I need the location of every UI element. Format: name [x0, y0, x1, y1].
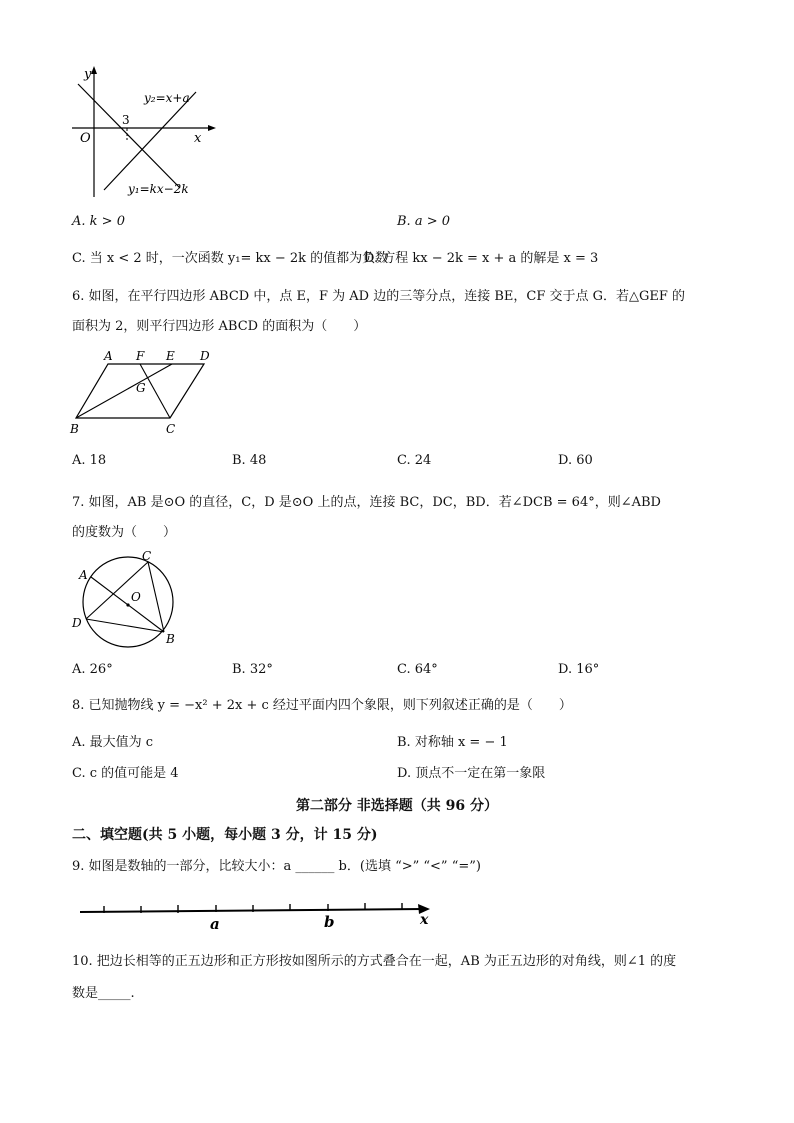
section2-title: 二、填空题(共 5 小题，每小题 3 分，计 15 分): [72, 827, 378, 843]
part2-title: 第二部分 非选择题（共 96 分）: [295, 798, 499, 814]
q8-option-c: C. c 的值可能是 4: [72, 766, 179, 781]
q6-parallelogram-figure: [66, 346, 226, 438]
axis-label-b: b: [324, 913, 335, 931]
x-axis-arrow: [208, 125, 216, 131]
label-B: B: [166, 632, 175, 646]
label-o: O: [80, 131, 91, 146]
label-3: 3: [122, 113, 130, 127]
segment-be: [76, 364, 172, 418]
label-y1: y₁=kx−2k: [128, 182, 189, 196]
axis-label-a: a: [210, 915, 220, 933]
label-B: B: [70, 422, 79, 436]
q5-option-a: A. k > 0: [72, 214, 125, 229]
label-O: O: [131, 590, 141, 604]
q9-stem: 9. 如图是数轴的一部分，比较大小：a ______ b．(选填 “>” “<” “=”): [72, 859, 481, 874]
q6-stem-line1: 6. 如图，在平行四边形 ABCD 中，点 E，F 为 AD 边的三等分点，连接 BE，CF 交于点 G．若△GEF 的: [72, 289, 686, 304]
y-axis-arrow: [91, 66, 97, 74]
center-point: [126, 603, 129, 606]
label-x: x: [194, 131, 202, 146]
q10-stem-line2: 数是_____.: [72, 986, 135, 1001]
q6-stem-line2: 面积为 2，则平行四边形 ABCD 的面积为（ ）: [72, 319, 367, 334]
number-line-axis: [80, 909, 424, 912]
q7-option-b: B. 32°: [232, 662, 273, 677]
q5-option-b: B. a > 0: [397, 214, 450, 229]
q7-option-c: C. 64°: [397, 662, 438, 677]
q7-option-d: D. 16°: [558, 662, 600, 677]
circle-o: [83, 557, 173, 647]
q5-line-graph: [64, 62, 224, 202]
q7-circle-figure: [66, 548, 186, 648]
q7-stem-line1: 7. 如图，AB 是⊙O 的直径，C，D 是⊙O 上的点，连接 BC，DC，BD．若∠DCB = 64°，则∠ABD: [72, 495, 661, 510]
label-y: y: [84, 67, 92, 82]
q6-option-b: B. 48: [232, 453, 267, 468]
q5-option-d: D. 方程 kx − 2k = x + a 的解是 x = 3: [364, 251, 599, 266]
line-y2: [104, 92, 196, 190]
q9-number-line: [72, 893, 442, 935]
label-D: D: [72, 616, 82, 630]
q6-option-c: C. 24: [397, 453, 432, 468]
q7-stem-line2: 的度数为（ ）: [72, 525, 177, 540]
q8-stem: 8. 已知抛物线 y = −x² + 2x + c 经过平面内四个象限，则下列叙述正确的是（ ）: [72, 698, 572, 713]
segment-bd: [86, 619, 164, 632]
q8-option-d: D. 顶点不一定在第一象限: [397, 766, 546, 781]
label-F: F: [136, 349, 145, 363]
label-C: C: [166, 422, 176, 436]
q8-option-a: A. 最大值为 c: [72, 735, 154, 750]
q8-option-b: B. 对称轴 x = − 1: [397, 735, 508, 750]
label-A: A: [79, 568, 88, 582]
label-A: A: [104, 349, 113, 363]
axis-label-x: x: [420, 912, 429, 928]
q6-option-d: D. 60: [558, 453, 593, 468]
label-D: D: [200, 349, 210, 363]
label-E: E: [166, 349, 175, 363]
q7-option-a: A. 26°: [72, 662, 113, 677]
q5-option-c: C. 当 x < 2 时，一次函数 y₁= kx − 2k 的值都为负数: [72, 251, 389, 266]
q6-option-a: A. 18: [72, 453, 107, 468]
label-C: C: [142, 549, 152, 563]
q10-stem-line1: 10. 把边长相等的正五边形和正方形按如图所示的方式叠合在一起，AB 为正五边形的对角线，则∠1 的度: [72, 954, 677, 969]
label-G: G: [136, 381, 146, 395]
label-y2: y₂=x+a: [144, 91, 190, 105]
